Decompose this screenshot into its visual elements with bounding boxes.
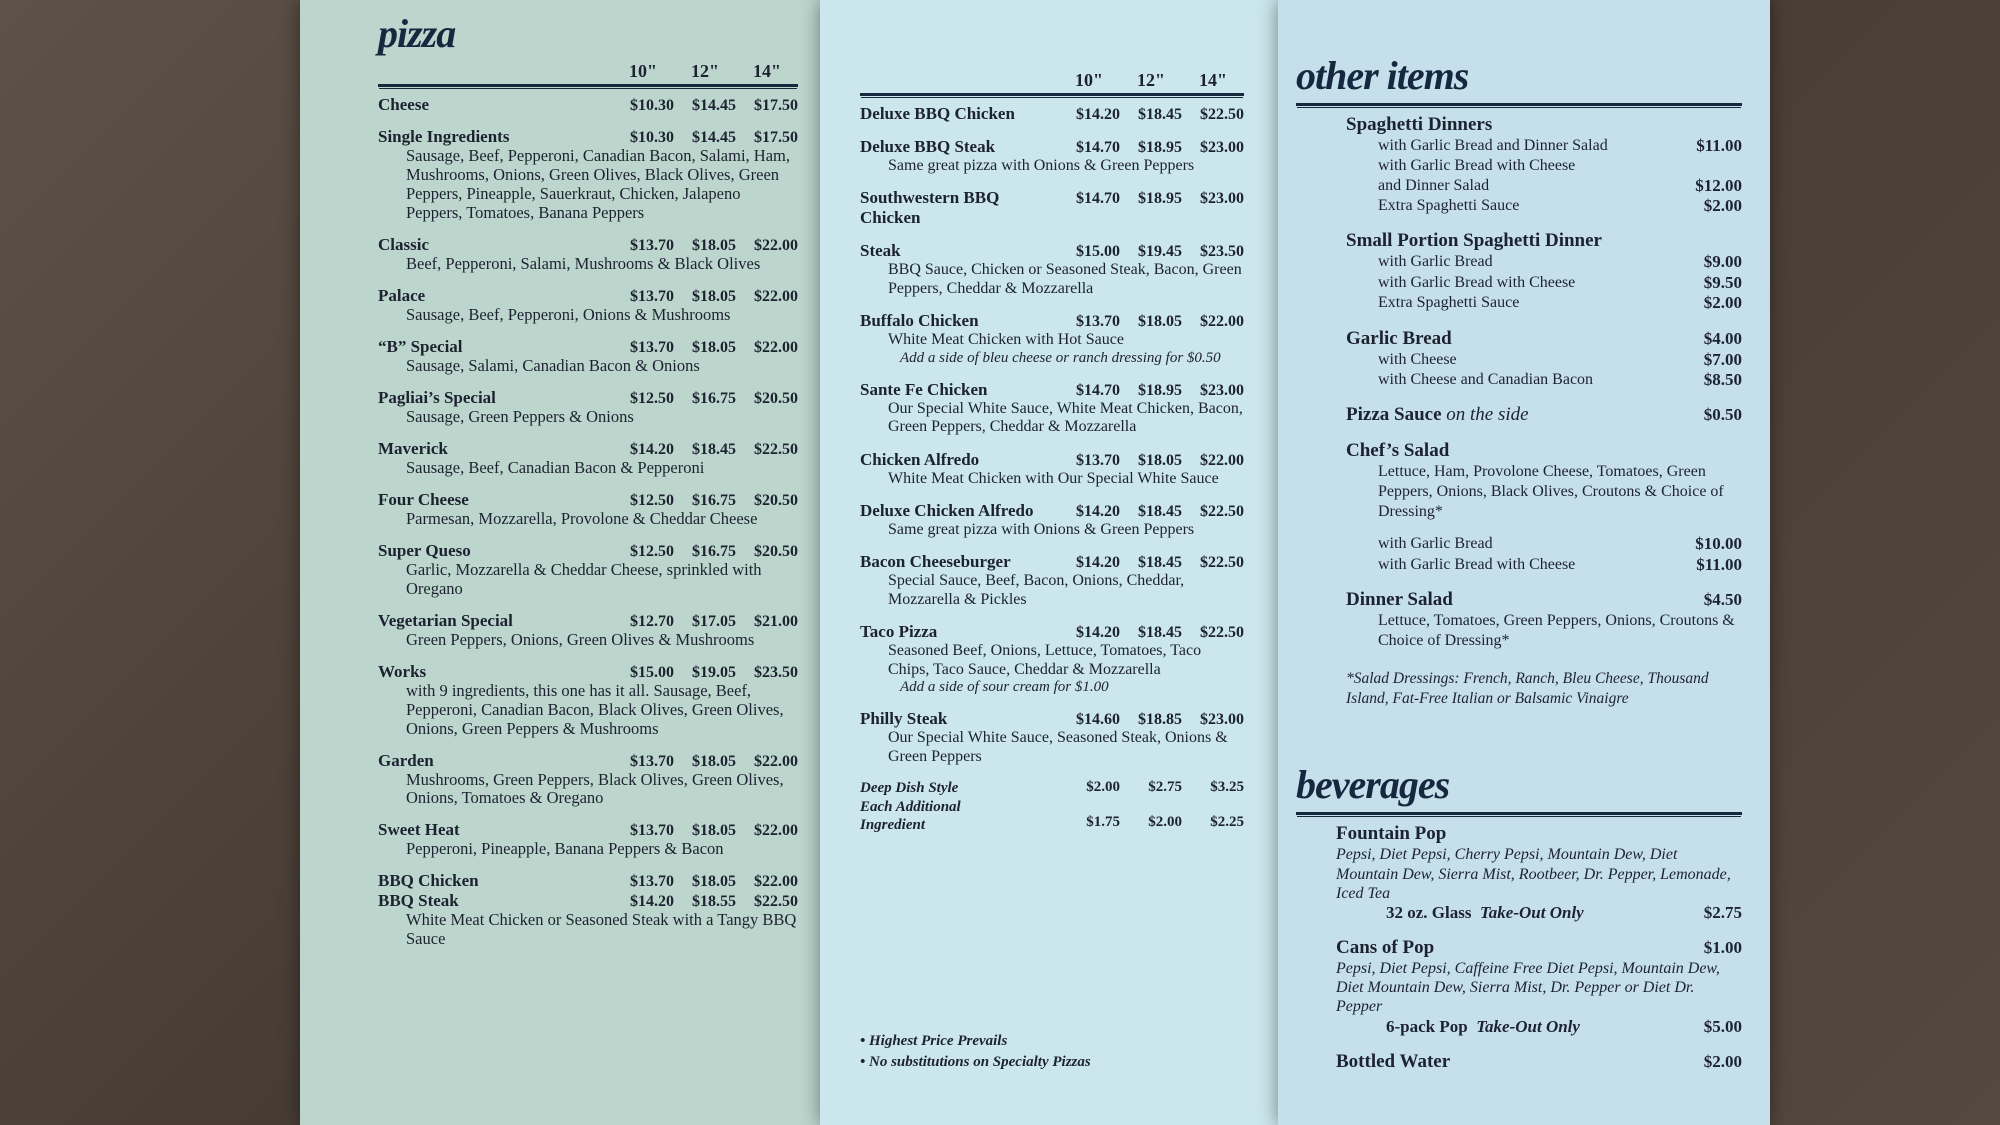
menu-item-bottled-water: [1296, 1051, 1742, 1073]
price-10: $12.50: [630, 542, 674, 560]
pizza-list: [378, 95, 798, 859]
item-price: $5.00: [1703, 1016, 1742, 1036]
price-14: $22.50: [754, 440, 798, 458]
take-out-note: Take-Out Only: [1479, 902, 1584, 922]
price-12: $18.05: [692, 338, 736, 356]
price-12: $14.45: [692, 97, 736, 114]
item-name: Bacon Cheeseburger: [860, 552, 1011, 572]
item-name: Classic: [378, 234, 429, 254]
option-price: $11.00: [1696, 136, 1742, 155]
price-10: $14.20: [1076, 624, 1120, 642]
item-name: Chicken Alfredo: [860, 449, 980, 469]
price-10: $13.70: [630, 752, 674, 770]
price-14: $17.50: [754, 129, 798, 146]
option-price: $12.00: [1695, 175, 1742, 195]
price-12: $18.95: [1138, 381, 1182, 399]
other-items-rule: [1296, 103, 1742, 106]
item-price: $4.00: [1703, 328, 1742, 348]
item-description: Lettuce, Tomatoes, Green Peppers, Onions, Croutons & Choice of Dressing*: [1378, 612, 1735, 650]
item-name: Taco Pizza: [860, 622, 938, 642]
price-14: $22.50: [1200, 554, 1244, 572]
item-description: Garlic, Mozzarella & Cheddar Cheese, sprinkled with Oregano: [406, 559, 762, 598]
size-10: 10": [629, 61, 657, 81]
price-14: $22.00: [1200, 313, 1244, 331]
price-14: $21.00: [754, 612, 798, 630]
menu-item: [860, 552, 1244, 609]
price-14: $23.50: [1200, 243, 1244, 261]
price-10: $13.70: [630, 287, 674, 305]
item-description: Pepperoni, Pineapple, Banana Peppers & Bacon: [406, 839, 724, 859]
item-name: Pagliai’s Special: [378, 387, 496, 407]
size-label: 32 oz. Glass: [1386, 902, 1472, 922]
menu-item: [378, 611, 798, 650]
menu-item: [378, 286, 798, 325]
specialty-rule: [860, 93, 1244, 96]
item-description: BBQ Sauce, Chicken or Seasoned Steak, Bacon, Green Peppers, Cheddar & Mozzarella: [888, 261, 1242, 297]
item-price: $2.00: [1703, 1051, 1742, 1071]
price-14: $20.50: [754, 389, 798, 407]
item-price: $2.75: [1703, 902, 1742, 922]
item-note: Add a side of bleu cheese or ranch dressing for $0.50: [900, 349, 1221, 366]
item-name: Sante Fe Chicken: [860, 379, 988, 399]
menu-item: [860, 188, 1244, 228]
item-description: Green Peppers, Onions, Green Olives & Mushrooms: [406, 629, 755, 649]
price-10: $15.00: [1076, 243, 1120, 261]
price-10: $15.00: [630, 663, 674, 681]
item-description: with 9 ingredients, this one has it all. Sausage, Beef, Pepperoni, Canadian Bacon, Black Olives, Green Olives, Onions, Green Peppers & Mushrooms: [406, 680, 784, 738]
price-12: $18.45: [1138, 554, 1182, 572]
item-price: $0.50: [1703, 405, 1742, 425]
price-14: $23.00: [1200, 711, 1244, 729]
size-14: 14": [753, 61, 781, 81]
item-name: Garlic Bread: [1346, 327, 1452, 349]
pizza-rule: [378, 84, 798, 87]
price-14: $23.00: [1200, 381, 1244, 399]
menu-item: [378, 95, 798, 115]
item-name: Four Cheese: [378, 489, 469, 509]
menu-item: [378, 235, 798, 274]
price-10: $10.30: [630, 129, 674, 146]
item-name: Vegetarian Special: [378, 610, 513, 630]
menu-item: [378, 751, 798, 809]
item-description: Mushrooms, Green Peppers, Black Olives, Green Olives, Onions, Tomatoes & Oregano: [406, 769, 784, 808]
other-items-panel: [1278, 0, 1770, 1125]
price-14: $22.00: [754, 287, 798, 305]
item-description: Sausage, Beef, Pepperoni, Canadian Bacon, Salami, Ham, Mushrooms, Onions, Green Olives, Black Olives, Green Peppers, Pineapple, Sauerkraut, Chicken, Jalapeno Peppers, Tomatoes, Banana Peppers: [406, 146, 790, 222]
price-14: $22.00: [754, 338, 798, 356]
price-10: $12.70: [630, 612, 674, 630]
price-14: $23.00: [1200, 139, 1244, 156]
price-10: $14.60: [1076, 711, 1120, 729]
item-description: Lettuce, Ham, Provolone Cheese, Tomatoes, Green Peppers, Onions, Black Olives, Croutons & Choice of Dressing*: [1378, 463, 1724, 521]
take-out-note: Take-Out Only: [1476, 1016, 1580, 1036]
price-10: $14.70: [1076, 190, 1120, 208]
price-12: $18.45: [1138, 106, 1182, 123]
price-14: $22.50: [1200, 502, 1244, 520]
option-text: with Garlic Bread with Cheese: [1378, 273, 1576, 291]
price-12: $18.05: [692, 287, 736, 305]
item-description: Sausage, Salami, Canadian Bacon & Onions: [406, 355, 700, 375]
deep-dish-label: Deep Dish Style: [860, 779, 959, 796]
price-10: $2.00: [1086, 778, 1120, 795]
menu-item: [860, 622, 1244, 696]
item-name: Cheese: [378, 95, 429, 114]
price-10: $14.20: [630, 893, 674, 911]
item-description: Seasoned Beef, Onions, Lettuce, Tomatoes, Taco Chips, Taco Sauce, Cheddar & Mozzarella: [888, 642, 1202, 678]
price-10: $14.70: [1076, 381, 1120, 399]
price-12: $16.75: [692, 389, 736, 407]
item-description: Our Special White Sauce, Seasoned Steak, Onions & Green Peppers: [888, 729, 1228, 765]
item-name: Maverick: [378, 438, 448, 458]
price-14: $22.00: [754, 873, 798, 891]
menu-item: [860, 501, 1244, 539]
price-10: $13.70: [630, 236, 674, 254]
item-description: Sausage, Green Peppers & Onions: [406, 406, 634, 426]
price-10: $14.20: [1076, 554, 1120, 572]
price-10: $13.70: [630, 822, 674, 840]
price-14: $20.50: [754, 491, 798, 509]
item-note: Add a side of sour cream for $1.00: [900, 678, 1109, 695]
item-name: Pizza Sauce: [1346, 404, 1442, 426]
menu-item: [378, 439, 798, 478]
price-12: $18.05: [692, 873, 736, 891]
price-14: $3.25: [1210, 778, 1244, 795]
menu-item: [860, 709, 1244, 766]
item-description: Pepsi, Diet Pepsi, Cherry Pepsi, Mountain Dew, Diet Mountain Dew, Sierra Mist, Rootbeer, Dr. Pepper, Lemonade, Iced Tea: [1336, 846, 1731, 902]
deep-dish-pricing: [860, 779, 1244, 835]
beverages-rule: [1296, 812, 1742, 815]
option-text: and Dinner Salad: [1378, 176, 1490, 194]
size-10: 10": [1075, 70, 1103, 90]
price-10: $14.20: [630, 440, 674, 458]
price-14: $2.25: [1210, 813, 1244, 830]
item-name: Palace: [378, 285, 426, 305]
price-10: $1.75: [1086, 813, 1120, 830]
menu-item-spaghetti: [1296, 114, 1742, 216]
price-10: $13.70: [630, 338, 674, 356]
item-name: Fountain Pop: [1336, 823, 1447, 845]
price-12: $16.75: [692, 542, 736, 560]
menu-item: [378, 541, 798, 599]
price-12: $17.05: [692, 612, 736, 630]
menu-item: [860, 137, 1244, 175]
specialty-size-header: [860, 70, 1244, 91]
item-name: Spaghetti Dinners: [1346, 114, 1493, 135]
item-name: Philly Steak: [860, 709, 948, 729]
menu-item-chef-salad: [1296, 440, 1742, 575]
size-14: 14": [1199, 70, 1227, 90]
menu-item: [378, 337, 798, 376]
option-price: $9.00: [1703, 252, 1742, 272]
price-10: $13.70: [630, 873, 674, 891]
menu-item-cans-of-pop: [1296, 937, 1742, 1037]
price-10: $12.50: [630, 491, 674, 509]
option-text: with Garlic Bread: [1378, 535, 1493, 553]
menu-item: [860, 311, 1244, 367]
option-price: $10.00: [1695, 534, 1742, 554]
price-14: $22.50: [1200, 624, 1244, 642]
footnote-highest-price: • Highest Price Prevails: [860, 1033, 1008, 1049]
option-price: $2.00: [1703, 195, 1742, 215]
other-items-title: other items: [1296, 53, 1469, 98]
item-name: Dinner Salad: [1346, 589, 1453, 611]
item-name: Buffalo Chicken: [860, 311, 979, 331]
price-10: $14.20: [1076, 502, 1120, 520]
menu-item: [860, 380, 1244, 437]
item-name: Deluxe Chicken Alfredo: [860, 500, 1034, 520]
item-name: Deluxe BBQ Chicken: [860, 104, 1015, 123]
menu-item-dinner-salad: [1296, 589, 1742, 651]
item-name: Works: [378, 661, 427, 681]
price-14: $22.50: [1200, 106, 1244, 123]
menu-item: [378, 388, 798, 427]
menu-item-bbq: [378, 871, 798, 949]
item-name: Chef’s Salad: [1346, 440, 1450, 462]
item-price: $4.50: [1703, 590, 1742, 610]
item-description: White Meat Chicken with Our Special White Sauce: [888, 469, 1219, 487]
price-14: $22.00: [754, 822, 798, 840]
item-description: Sausage, Beef, Pepperoni, Onions & Mushrooms: [406, 304, 731, 324]
menu-item: [860, 450, 1244, 488]
item-description: Pepsi, Diet Pepsi, Caffeine Free Diet Pepsi, Mountain Dew, Diet Mountain Dew, Sierra Mist, Dr. Pepper or Diet Dr. Pepper: [1336, 959, 1720, 1016]
beverages-title: beverages: [1296, 762, 1450, 808]
menu-item: [378, 127, 798, 223]
size-12: 12": [1137, 70, 1165, 90]
price-12: $18.45: [692, 440, 736, 458]
specialty-list: [860, 104, 1244, 766]
option-text: Extra Spaghetti Sauce: [1378, 294, 1520, 312]
item-description: Same great pizza with Onions & Green Peppers: [888, 520, 1195, 538]
price-12: $18.05: [1138, 451, 1182, 469]
option-price: $7.00: [1703, 349, 1742, 369]
menu-item-fountain-pop: [1296, 823, 1742, 923]
price-12: $18.05: [692, 822, 736, 840]
price-12: $14.45: [692, 129, 736, 146]
option-text: with Garlic Bread with Cheese: [1378, 157, 1576, 175]
price-14: $20.50: [754, 542, 798, 560]
menu-item-pizza-sauce: [1296, 404, 1742, 426]
menu-item-garlic-bread: [1296, 328, 1742, 391]
footnote-no-substitutions: • No substitutions on Specialty Pizzas: [860, 1054, 1091, 1070]
price-12: $18.45: [1138, 502, 1182, 520]
item-name: “B” Special: [378, 336, 463, 356]
pizza-size-header: [378, 61, 798, 82]
menu-item: [378, 490, 798, 529]
price-10: $14.70: [1076, 139, 1120, 156]
price-10: $12.50: [630, 389, 674, 407]
item-name: Deluxe BBQ Steak: [860, 137, 996, 156]
item-name: Garden: [378, 750, 434, 770]
specialty-panel: [820, 0, 1278, 1125]
size-12: 12": [691, 61, 719, 81]
price-12: $18.05: [692, 752, 736, 770]
item-description: Our Special White Sauce, White Meat Chicken, Bacon, Green Peppers, Cheddar & Mozzarella: [888, 399, 1243, 436]
option-price: $2.00: [1703, 293, 1742, 313]
menu-item: [860, 241, 1244, 298]
price-12: $18.95: [1138, 190, 1182, 208]
option-text: with Garlic Bread with Cheese: [1378, 555, 1576, 573]
price-12: $18.85: [1138, 711, 1182, 729]
item-description: White Meat Chicken or Seasoned Steak with a Tangy BBQ Sauce: [406, 910, 797, 949]
price-12: $18.45: [1138, 624, 1182, 642]
item-name: Single Ingredients: [378, 127, 510, 146]
dressing-note: *Salad Dressings: French, Ranch, Bleu Cheese, Thousand Island, Fat-Free Italian or Balsamic Vinaigre: [1346, 670, 1709, 708]
option-text: with Garlic Bread: [1378, 253, 1493, 271]
price-10: $13.70: [1076, 451, 1120, 469]
item-description: Parmesan, Mozzarella, Provolone & Cheddar Cheese: [406, 508, 758, 528]
menu-item: [378, 662, 798, 739]
item-name: Steak: [860, 241, 901, 261]
menu-item: [378, 820, 798, 859]
additional-ingredient-label: Each Additional Ingredient: [860, 798, 961, 834]
item-name: BBQ Steak: [378, 891, 459, 911]
price-14: $22.00: [754, 236, 798, 254]
price-12: $18.05: [1138, 313, 1182, 331]
menu-item: [860, 104, 1244, 124]
option-text: with Cheese and Canadian Bacon: [1378, 370, 1594, 388]
item-name: Cans of Pop: [1336, 936, 1435, 958]
pizza-panel: [300, 0, 820, 1125]
item-description: White Meat Chicken with Hot Sauce: [888, 331, 1124, 349]
option-text: Extra Spaghetti Sauce: [1378, 196, 1520, 214]
item-description: Same great pizza with Onions & Green Peppers: [888, 157, 1195, 174]
size-label: 6-pack Pop: [1386, 1016, 1468, 1036]
price-14: $22.50: [754, 893, 798, 911]
price-10: $10.30: [630, 97, 674, 114]
price-12: $19.05: [692, 663, 736, 681]
item-description: Special Sauce, Beef, Bacon, Onions, Cheddar, Mozzarella & Pickles: [888, 572, 1185, 608]
item-name: BBQ Chicken: [378, 871, 479, 891]
price-14: $22.00: [1200, 451, 1244, 469]
price-14: $23.50: [754, 663, 798, 681]
item-description: Sausage, Beef, Canadian Bacon & Pepperoni: [406, 457, 705, 477]
item-name: Sweet Heat: [378, 820, 460, 840]
item-name: Super Queso: [378, 540, 471, 560]
option-text: with Cheese: [1378, 350, 1457, 368]
footnotes: [860, 1031, 1091, 1073]
price-14: $23.00: [1200, 190, 1244, 208]
option-price: $11.00: [1696, 554, 1742, 574]
price-14: $17.50: [754, 97, 798, 114]
item-suffix: on the side: [1446, 404, 1529, 426]
price-14: $22.00: [754, 752, 798, 770]
price-12: $19.45: [1138, 243, 1182, 261]
price-12: $2.00: [1148, 813, 1182, 830]
menu-item-small-spaghetti: [1296, 230, 1742, 313]
option-text: with Garlic Bread and Dinner Salad: [1378, 137, 1608, 154]
price-12: $18.95: [1138, 139, 1182, 156]
item-name: Bottled Water: [1336, 1050, 1451, 1072]
item-description: Beef, Pepperoni, Salami, Mushrooms & Black Olives: [406, 253, 761, 273]
pizza-section-title: pizza: [378, 11, 456, 56]
item-price: $1.00: [1703, 937, 1742, 957]
price-12: $2.75: [1148, 778, 1182, 795]
option-price: $8.50: [1703, 369, 1742, 389]
price-10: $14.20: [1076, 106, 1120, 123]
price-12: $16.75: [692, 491, 736, 509]
price-12: $18.05: [692, 236, 736, 254]
item-name: Small Portion Spaghetti Dinner: [1346, 230, 1602, 252]
price-12: $18.55: [692, 893, 736, 911]
item-name: Southwestern BBQ Chicken: [860, 188, 1000, 228]
price-10: $13.70: [1076, 313, 1120, 331]
option-price: $9.50: [1703, 272, 1742, 292]
